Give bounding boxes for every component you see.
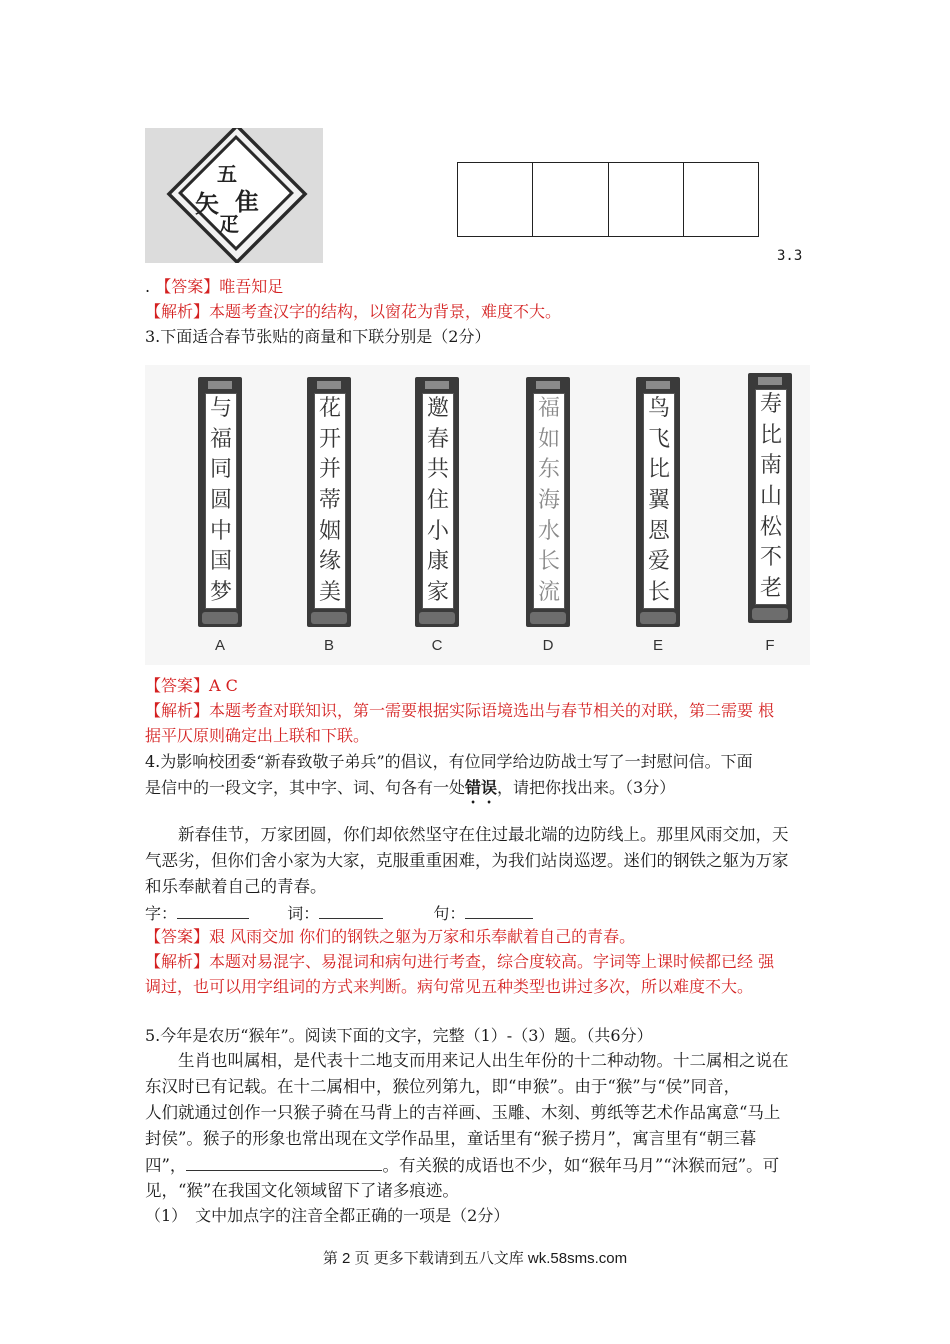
scroll-foot [640, 612, 676, 624]
couplet-char: 南 [759, 453, 782, 479]
couplet-char: 福 [209, 426, 232, 452]
couplet-char: 国 [209, 549, 232, 575]
couplet-char: 比 [759, 422, 782, 448]
emblem-glyph: 五 [217, 162, 237, 186]
couplet-text-column [205, 393, 237, 609]
couplet-char: 东 [537, 457, 560, 483]
answer-text: 【答案】A C [145, 676, 238, 695]
couplet-char: 并 [318, 457, 341, 483]
couplet-label: E [652, 637, 663, 654]
passage-line: 见，“猴”在我国文化领域留下了诸多痕迹。 [145, 1181, 459, 1200]
analysis-line: 调过，也可以用字组词的方式来判断。病句常见五种类型也讲过多次，所以难度不大。 [145, 977, 754, 996]
couplet-char: 长 [647, 579, 670, 605]
couplet-char: 美 [318, 579, 341, 605]
emphasis-word: 错误 [465, 778, 498, 797]
scroll-cap [317, 381, 341, 389]
couplet-char: 姻 [318, 518, 341, 544]
question-4-text: ，请把你找出来。（3分） [497, 778, 676, 797]
answer-box [458, 163, 533, 236]
couplets-image [145, 365, 810, 665]
scroll-cap [425, 381, 449, 389]
couplet-char: 流 [537, 579, 560, 605]
passage-text: 。有关猴的成语也不少，如“猴年马月”“沐猴而冠”。可 [382, 1156, 780, 1175]
couplet-char: 翼 [647, 487, 670, 513]
couplet-scroll-b [307, 377, 351, 627]
couplet-char: 缘 [318, 549, 341, 575]
couplet-char: 老 [759, 575, 782, 601]
scroll-cap [758, 377, 782, 385]
scroll-foot [311, 612, 347, 624]
couplet-char: 梦 [209, 579, 232, 605]
couplet-char: 中 [209, 518, 232, 544]
emblem-glyph: 隹 [235, 187, 259, 216]
question-4-text: 是信中的一段文字，其中字、词、句各有一处 [145, 778, 466, 797]
scroll-cap [646, 381, 670, 389]
couplet-text-column [755, 389, 787, 605]
couplet-char: 与 [209, 396, 232, 422]
question-5: 5.今年是农历“猴年”。阅读下面的文字，完整（1）-（3）题。（共6分） [145, 1026, 653, 1045]
couplet-char: 蒂 [318, 487, 341, 513]
letter-paragraph-line: 新春佳节，万家团圆，你们却依然坚守在住过最北端的边防线上。那里风雨交加，天 [178, 825, 789, 844]
couplet-char: 海 [537, 487, 560, 513]
couplet-char: 小 [426, 518, 449, 544]
question-3: 3.下面适合春节张贴的商量和下联分别是（2分） [145, 327, 491, 346]
answer-prefix: . [145, 277, 151, 296]
passage-text: 四”， [145, 1156, 187, 1175]
couplet-char: 水 [537, 518, 560, 544]
letter-paragraph-line: 和乐奉献着自己的青春。 [145, 877, 327, 896]
blank-field[interactable] [177, 900, 249, 919]
answer-text: 【答案】唯吾知足 [155, 277, 284, 296]
scroll-cap [208, 381, 232, 389]
couplet-char: 家 [426, 579, 449, 605]
couplet-scroll-c [415, 377, 459, 627]
couplet-scroll-d [526, 377, 570, 627]
question-4-line: 4.为影响校团委“新春致敬子弟兵”的倡议，有位同学给边防战士写了一封慰问信。下面 [145, 752, 753, 771]
couplet-text-column [422, 393, 454, 609]
couplet-char: 康 [426, 549, 449, 575]
couplet-char: 开 [318, 426, 341, 452]
couplet-char: 不 [759, 545, 782, 571]
passage-line: 生肖也叫属相，是代表十二地支而用来记人出生年份的十二种动物。十二属相之说在 [178, 1051, 789, 1070]
passage-line: 封侯”。猴子的形象也常出现在文学作品里，童话里有“猴子捞月”，寓言里有“朝三暮 [145, 1129, 757, 1148]
answer-box [609, 163, 684, 236]
couplet-char: 爱 [647, 549, 670, 575]
scroll-foot [752, 608, 788, 620]
couplet-char: 如 [537, 426, 560, 452]
couplet-char: 住 [426, 487, 449, 513]
analysis-line: 据平仄原则确定出上联和下联。 [145, 726, 370, 745]
emblem-glyph: 矢 [195, 189, 219, 218]
couplet-label: A [214, 637, 225, 654]
page-footer: 第 2 页 更多下载请到五八文库 wk.58sms.com [322, 1250, 628, 1267]
couplet-text-column [643, 393, 675, 609]
couplet-char: 圆 [209, 487, 232, 513]
emblem-glyph: 疋 [219, 212, 239, 236]
page-ref: 3.3 [777, 248, 803, 264]
couplet-char: 共 [426, 457, 449, 483]
scroll-foot [419, 612, 455, 624]
couplet-scroll-f [748, 373, 792, 623]
couplet-char: 福 [537, 396, 560, 422]
blank-label: 句： [433, 904, 466, 923]
couplet-char: 邀 [426, 396, 449, 422]
scroll-foot [202, 612, 238, 624]
letter-paragraph-line: 气恶劣，但你们舍小家为大家，克服重重困难，为我们站岗巡逻。迷们的钢铁之躯为万家 [145, 851, 789, 870]
couplet-label: B [323, 637, 334, 654]
couplet-char: 花 [318, 396, 341, 422]
scroll-cap [536, 381, 560, 389]
couplet-char: 山 [759, 483, 782, 509]
couplet-char: 恩 [647, 518, 670, 544]
couplet-label: D [542, 637, 554, 654]
couplet-char: 寿 [759, 392, 782, 418]
couplet-scroll-e [636, 377, 680, 627]
couplet-label: F [765, 637, 775, 654]
couplet-char: 长 [537, 549, 560, 575]
couplet-char: 鸟 [647, 396, 670, 422]
couplet-text-column [533, 393, 565, 609]
couplet-text-column [314, 393, 346, 609]
analysis-line: 【解析】本题考查对联知识，第一需要根据实际语境选出与春节相关的对联，第二需要 根 [145, 701, 775, 720]
couplet-scroll-a [198, 377, 242, 627]
passage-line: 东汉时已有记载。在十二属相中，猴位列第九，即“申猴”。由于“猴”与“侯”同音， [145, 1077, 741, 1096]
answer-boxes [457, 162, 759, 237]
diamond-emblem-image [145, 128, 323, 263]
couplet-char: 比 [647, 457, 670, 483]
blank-field[interactable] [186, 1152, 382, 1171]
scroll-foot [530, 612, 566, 624]
couplet-char: 同 [209, 457, 232, 483]
answer-text: 【答案】艰 风雨交加 你们的钢铁之躯为万家和乐奉献着自己的青春。 [145, 927, 636, 946]
sub-question-1: （1） 文中加点字的注音全都正确的一项是（2分） [145, 1206, 510, 1225]
blank-label: 字： [145, 904, 178, 923]
blank-label: 词： [287, 904, 320, 923]
blank-field[interactable] [465, 900, 533, 919]
answer-box [533, 163, 608, 236]
analysis-line: 【解析】本题对易混字、易混词和病句进行考查，综合度较高。字词等上课时候都已经 强 [145, 952, 775, 971]
answer-box [684, 163, 758, 236]
passage-line: 人们就通过创作一只猴子骑在马背上的吉祥画、玉雕、木刻、剪纸等艺术作品寓意“马上 [145, 1103, 781, 1122]
couplet-label: C [431, 637, 443, 654]
blank-field[interactable] [319, 900, 383, 919]
couplet-char: 春 [426, 426, 449, 452]
couplet-char: 飞 [647, 426, 670, 452]
analysis-text: 【解析】本题考查汉字的结构，以窗花为背景，难度不大。 [145, 302, 562, 321]
couplet-char: 松 [759, 514, 782, 540]
